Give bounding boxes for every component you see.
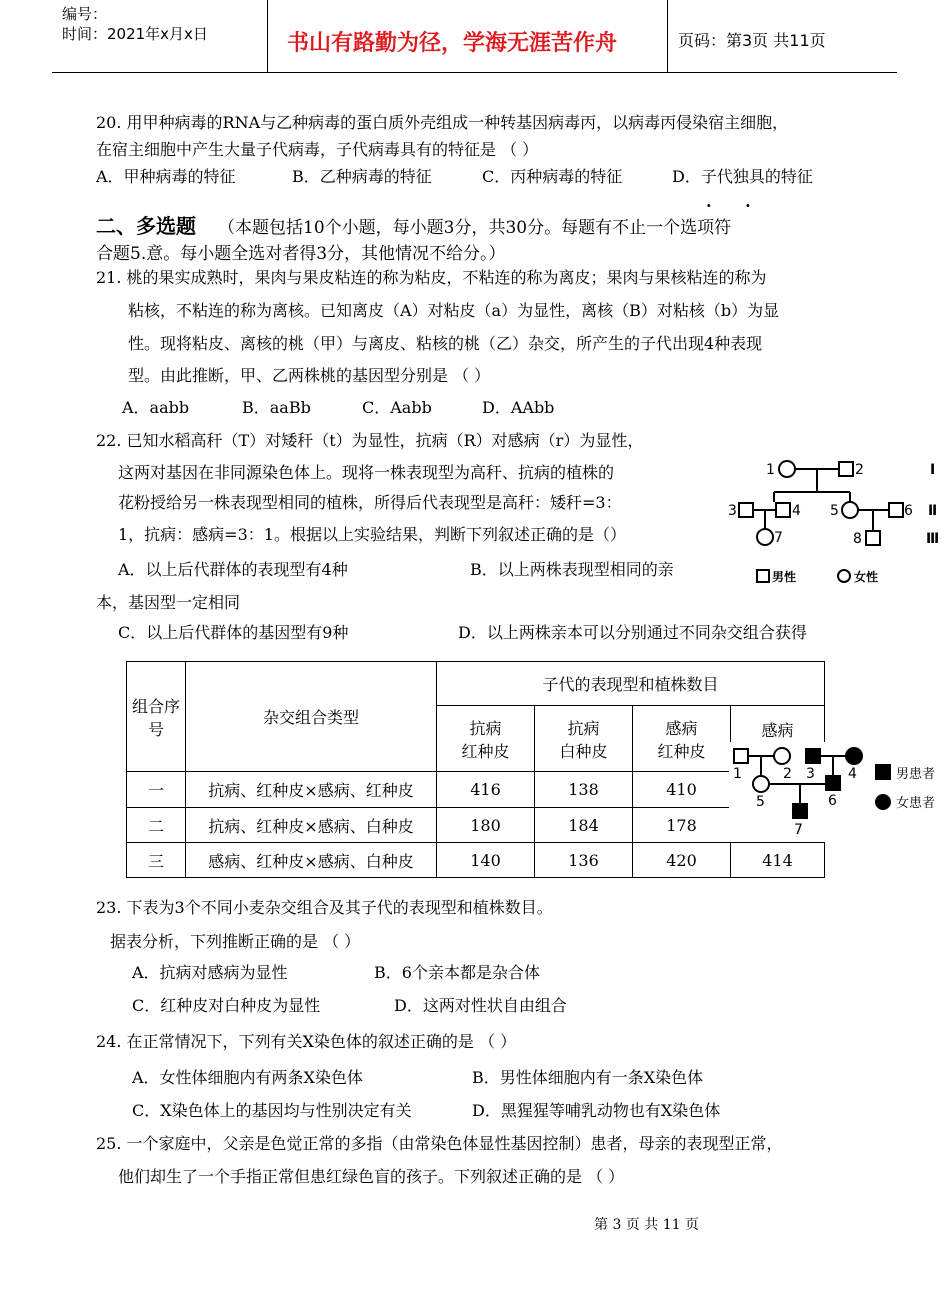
table-row	[127, 843, 825, 878]
table-cell: 180	[437, 808, 535, 843]
table-cell: 一	[127, 772, 186, 808]
table-cell: 二	[127, 808, 186, 843]
pedigree-affected-male-7	[793, 804, 807, 818]
table-cell: 三	[127, 843, 186, 878]
time-label: 时间：2021年x月x日	[62, 25, 208, 43]
table-cell: 138	[535, 772, 633, 808]
table-cell: 感病、红种皮×感病、白种皮	[186, 843, 437, 878]
q21-line4: 型。由此推断，甲、乙两株桃的基因型分别是 （ ）	[128, 366, 491, 385]
pedigree2-num-2: 2	[783, 766, 792, 782]
section-title: 二、多选题	[96, 214, 196, 238]
table-header-type: 杂交组合类型	[186, 662, 437, 772]
q21-option-d: D．AAbb	[482, 398, 555, 417]
table-header-group: 组合序号	[127, 662, 186, 772]
q22-line2: 这两对基因在非同源染色体上。现将一株表现型为高秆、抗病的植株的	[118, 463, 615, 482]
legend-male-symbol	[757, 570, 769, 582]
q21-option-c: C．Aabb	[362, 398, 432, 417]
pedigree-affected-male-3	[806, 749, 820, 763]
pedigree-female-5	[753, 776, 769, 792]
header-divider	[667, 0, 668, 72]
q22-option-d: D．以上两株亲本可以分别通过不同杂交组合获得	[458, 623, 807, 642]
q22-option-b: B．以上两株表现型相同的亲	[470, 560, 674, 579]
legend-female-symbol	[838, 570, 850, 582]
pedigree-chart-1	[722, 452, 946, 590]
q21-line2: 粘核，不粘连的称为离核。已知离皮（A）对粘皮（a）为显性，离核（B）对粘核（b）为显	[128, 301, 780, 320]
table-header-offspring: 子代的表现型和植株数目	[437, 662, 825, 706]
pedigree-male-4	[776, 503, 790, 517]
q20-option-d: D．子代独具的特征	[672, 167, 813, 186]
generation-label-2: Ⅱ	[928, 503, 938, 519]
q25-line1: 25. 一个家庭中，父亲是色觉正常的多指（由常染色体显性基因控制）患者，母亲的表现型正常，	[96, 1134, 783, 1153]
pedigree2-num-6: 6	[828, 793, 837, 809]
pedigree-num-4: 4	[792, 503, 801, 519]
pedigree2-num-3: 3	[806, 766, 815, 782]
header-motto: 书山有路勤为径，学海无涯苦作舟	[287, 31, 618, 56]
legend-male-label: 男性	[772, 570, 797, 584]
q25-line2: 他们却生了一个手指正常但患红绿色盲的孩子。下列叙述正确的是 （ ）	[118, 1167, 625, 1186]
page-footer: 第 3 页 共 11 页	[594, 1217, 699, 1233]
legend-female-label: 女性	[854, 570, 879, 584]
pedigree-num-7: 7	[774, 530, 783, 546]
q23-option-b: B．6个亲本都是杂合体	[374, 963, 540, 982]
pedigree-affected-male-6	[826, 776, 840, 790]
q21-option-b: B．aaBb	[242, 398, 311, 417]
generation-label-1: Ⅰ	[930, 462, 936, 478]
pedigree2-num-1: 1	[733, 766, 742, 782]
emphasis-dots: · ·	[706, 196, 765, 215]
q24-option-d: D．黑猩猩等哺乳动物也有X染色体	[472, 1101, 721, 1120]
q22-option-c: C．以上后代群体的基因型有9种	[118, 623, 349, 642]
table-subheader: 感病	[731, 706, 825, 772]
table-subheader: 抗病 红种皮	[437, 706, 535, 772]
q20-option-a: A．甲种病毒的特征	[96, 167, 236, 186]
doc-number-label: 编号：	[62, 5, 108, 23]
table-row	[127, 808, 825, 843]
pedigree-female-5	[842, 502, 858, 518]
q24-option-c: C．X染色体上的基因均与性别决定有关	[132, 1101, 412, 1120]
pedigree-num-1: 1	[766, 462, 775, 478]
legend-affected-female-label: 女患者	[896, 796, 936, 811]
cross-results-table	[126, 661, 825, 878]
pedigree-male-1	[734, 749, 748, 763]
table-cell: 184	[535, 808, 633, 843]
pedigree2-num-5: 5	[756, 794, 765, 810]
table-cell: 140	[437, 843, 535, 878]
q23-option-d: D．这两对性状自由组合	[394, 996, 567, 1015]
table-cell: 410	[633, 772, 731, 808]
pedigree-female-2	[774, 748, 790, 764]
q22-line3: 花粉授给另一株表现型相同的植株，所得后代表现型是高秆：矮秆=3：	[118, 493, 622, 512]
pedigree-male-3	[739, 503, 753, 517]
legend-affected-female-symbol	[876, 795, 890, 809]
pedigree-affected-female-4	[846, 748, 862, 764]
table-cell: 136	[535, 843, 633, 878]
table-cell: 178	[633, 808, 731, 843]
section-note-line1: （本题包括10个小题，每小题3分，共30分。每题有不止一个选项符	[218, 218, 732, 238]
table-subheader: 感病 红种皮	[633, 706, 731, 772]
table-cell: 抗病、红种皮×感病、红种皮	[186, 772, 437, 808]
q22-option-a: A．以上后代群体的表现型有4种	[118, 560, 348, 579]
pedigree2-num-4: 4	[848, 766, 857, 782]
table-subheader: 抗病 白种皮	[535, 706, 633, 772]
q24-option-b: B．男性体细胞内有一条X染色体	[472, 1068, 704, 1087]
q22-line4: 1，抗病：感病=3：1。根据以上实验结果，判断下列叙述正确的是（）	[118, 525, 626, 544]
q23-line2: 据表分析，下列推断正确的是 （ ）	[110, 932, 361, 951]
pedigree-male-2	[839, 462, 853, 476]
q20-option-b: B．乙种病毒的特征	[292, 167, 432, 186]
q24-option-a: A．女性体细胞内有两条X染色体	[132, 1068, 363, 1087]
q22-line1: 22. 已知水稻高秆（T）对矮秆（t）为显性，抗病（R）对感病（r）为显性，	[96, 431, 644, 450]
section-note-line2: 合题5.意。每小题全选对者得3分，其他情况不给分。）	[96, 244, 506, 264]
legend-affected-male-symbol	[876, 765, 890, 779]
pedigree-male-6	[889, 503, 903, 517]
pedigree2-num-7: 7	[794, 822, 803, 838]
q21-option-a: A．aabb	[122, 398, 190, 417]
pedigree-num-3: 3	[728, 503, 737, 519]
pedigree-female-7	[757, 529, 773, 545]
header-divider	[267, 0, 268, 72]
q20-line1: 20. 用甲种病毒的RNA与乙种病毒的蛋白质外壳组成一种转基因病毒丙，以病毒丙侵染宿主细胞，	[96, 113, 789, 132]
q20-option-c: C．丙种病毒的特征	[482, 167, 623, 186]
generation-label-3: Ⅲ	[926, 531, 940, 547]
q23-option-a: A．抗病对感病为显性	[132, 963, 288, 982]
table-cell: 420	[633, 843, 731, 878]
pedigree-male-8	[866, 531, 880, 545]
table-cell: 抗病、红种皮×感病、白种皮	[186, 808, 437, 843]
q23-option-c: C．红种皮对白种皮为显性	[132, 996, 321, 1015]
q21-line1: 21. 桃的果实成熟时，果肉与果皮粘连的称为粘皮，不粘连的称为离皮；果肉与果核粘连的称为	[96, 268, 767, 287]
table-row	[127, 772, 825, 808]
pedigree-female-1	[779, 461, 795, 477]
q21-line3: 性。现将粘皮、离核的桃（甲）与离皮、粘核的桃（乙）杂交，所产生的子代出现4种表现	[128, 334, 763, 353]
q23-line1: 23. 下表为3个不同小麦杂交组合及其子代的表现型和植株数目。	[96, 898, 553, 917]
pedigree-num-5: 5	[830, 503, 839, 519]
pedigree-num-2: 2	[855, 462, 864, 478]
header-page-info: 页码：第3页 共11页	[678, 31, 826, 50]
q20-line2: 在宿主细胞中产生大量子代病毒，子代病毒具有的特征是 （ ）	[96, 140, 539, 159]
legend-affected-male-label: 男患者	[896, 767, 936, 782]
q22-option-b-cont: 本，基因型一定相同	[96, 593, 241, 612]
pedigree-chart-2	[728, 742, 950, 842]
table-cell: 414	[731, 843, 825, 878]
table-cell: 416	[437, 772, 535, 808]
q24-line1: 24. 在正常情况下，下列有关X染色体的叙述正确的是 （ ）	[96, 1032, 517, 1051]
pedigree-num-8: 8	[853, 531, 862, 547]
pedigree-num-6: 6	[904, 503, 913, 519]
